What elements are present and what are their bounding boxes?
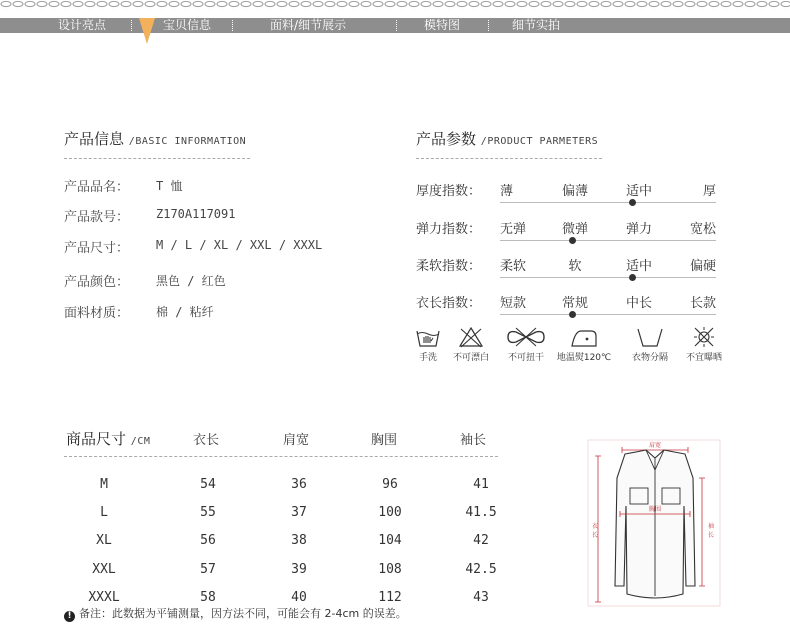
param-selected-dot [569,237,576,244]
info-value-name: T 恤 [156,179,183,193]
param-scale-line [500,314,716,315]
sleeve-label-bottom: 长 [708,532,715,539]
param-option: 偏硬 [689,259,716,274]
table-divider [64,456,498,457]
param-option: 适中 [625,184,652,199]
nav-design-highlights[interactable]: 设计亮点 [58,18,107,32]
size-cell: XXL [92,562,116,577]
param-label: 柔软指数： [416,259,482,274]
table-cell: 41.5 [465,505,497,520]
shoulder-width-label: 肩宽 [648,442,662,449]
param-option: 软 [568,259,582,274]
care-label: 不可扭干 [507,353,544,363]
product-params-title: 产品参数 /PRODUCT PARMETERS [416,130,599,148]
info-value-sizes: M / L / XL / XXL / XXXL [156,238,323,252]
top-chain-decoration [0,0,790,18]
table-cell: 112 [378,590,402,605]
divider [64,158,250,159]
care-label: 手洗 [418,353,437,363]
product-info-heading: 产品信息 [64,130,125,148]
table-cell: 43 [473,590,489,605]
size-table-heading: 商品尺寸 [66,430,127,448]
garment-measurement-diagram [584,436,724,608]
nav-separator [396,20,397,31]
size-cell: M [100,477,108,492]
product-params-subtitle: PRODUCT PARMETERS [487,136,599,147]
col-header-shoulder: 肩宽 [283,433,310,448]
param-option: 常规 [561,296,588,311]
info-label-material: 面料材质： [64,306,130,321]
sleeve-label-top: 袖 [708,523,715,530]
length-label-bottom: 长 [592,532,599,539]
param-selected-dot [569,311,576,318]
param-option: 偏薄 [561,184,588,199]
care-iron [554,326,614,363]
param-option: 微弹 [561,222,588,237]
info-value-colors: 黑色 / 红色 [156,274,226,288]
no-sun-icon [691,326,717,348]
table-cell: 37 [291,505,307,520]
nav-separator [488,20,489,31]
param-selected-dot [629,199,636,206]
param-scale-line [500,202,716,203]
table-cell: 38 [291,533,307,548]
col-header-chest: 胸围 [371,433,398,448]
table-cell: 42 [473,533,489,548]
param-scale-line [500,277,716,278]
care-no-sun [674,326,734,363]
param-option: 无弹 [500,222,527,237]
exclamation-icon: ! [64,611,75,622]
care-label: 不宜曝晒 [685,353,722,363]
separate-wash-icon [635,326,665,348]
param-option: 短款 [500,296,527,311]
divider [416,158,602,159]
care-separate-wash [620,326,680,363]
param-selected-dot [629,274,636,281]
size-cell: XL [96,533,112,548]
info-label-sizes: 产品尺寸： [64,241,130,256]
param-label: 弹力指数： [416,222,482,237]
param-option: 柔软 [500,259,527,274]
measurement-note [64,605,407,622]
note-text: 备注：此数据为平铺测量，因方法不同，可能会有 2-4cm 的误差。 [79,607,407,620]
size-cell: L [100,505,108,520]
care-no-bleach [441,326,501,363]
care-label: 不可漂白 [452,353,489,363]
param-option: 中长 [625,296,652,311]
info-label-colors: 产品颜色： [64,275,130,290]
param-option: 宽松 [689,222,716,237]
table-cell: 96 [382,477,398,492]
info-label-style-no: 产品款号： [64,210,130,225]
param-option: 厚 [702,184,716,199]
active-nav-arrow-icon [139,18,155,44]
nav-detail-photos[interactable]: 细节实拍 [512,18,561,32]
sleeve-line [699,478,705,586]
hand-wash-icon [415,326,441,348]
table-cell: 36 [291,477,307,492]
param-label: 衣长指数： [416,296,482,311]
info-value-material: 棉 / 粘纤 [156,305,214,319]
col-header-length: 衣长 [193,433,220,448]
param-option: 长款 [689,296,716,311]
size-cell: XXXL [88,590,120,605]
table-cell: 54 [200,477,216,492]
size-table-title [66,428,150,449]
table-cell: 55 [200,505,216,520]
care-label: 衣物分隔 [631,353,668,363]
table-cell: 41 [473,477,489,492]
col-header-sleeve: 袖长 [460,433,487,448]
info-label-name: 产品品名： [64,180,130,195]
nav-fabric-details[interactable]: 面料/细节展示 [270,18,347,32]
table-cell: 58 [200,590,216,605]
nav-separator [232,20,233,31]
size-table-unit: /CM [130,436,151,447]
iron-icon [569,326,599,348]
table-cell: 108 [378,562,402,577]
length-label-top: 衣 [592,523,599,530]
product-params-heading: 产品参数 [416,130,477,148]
param-scale-line [500,240,716,241]
param-option: 薄 [500,184,514,199]
no-wring-icon [504,326,548,348]
product-info-title: 产品信息 /BASIC INFORMATION [64,130,247,148]
param-label: 厚度指数： [416,184,482,199]
table-cell: 40 [291,590,307,605]
table-cell: 100 [378,505,402,520]
product-info-subtitle: BASIC INFORMATION [135,136,247,147]
param-option: 弹力 [625,222,652,237]
care-no-wring [496,326,556,363]
table-cell: 104 [378,533,402,548]
no-bleach-icon [458,326,484,348]
table-cell: 39 [291,562,307,577]
table-cell: 42.5 [465,562,497,577]
nav-model-photos[interactable]: 模特图 [424,18,461,32]
nav-product-info[interactable]: 宝贝信息 [163,18,212,32]
info-value-style-no: Z170A117091 [156,207,236,221]
table-cell: 56 [200,533,216,548]
chest-label: 胸围 [648,506,662,513]
section-nav-bar [0,18,790,33]
table-cell: 57 [200,562,216,577]
care-label: 地温熨120℃ [556,353,612,363]
param-option: 适中 [625,259,652,274]
nav-separator [131,20,132,31]
